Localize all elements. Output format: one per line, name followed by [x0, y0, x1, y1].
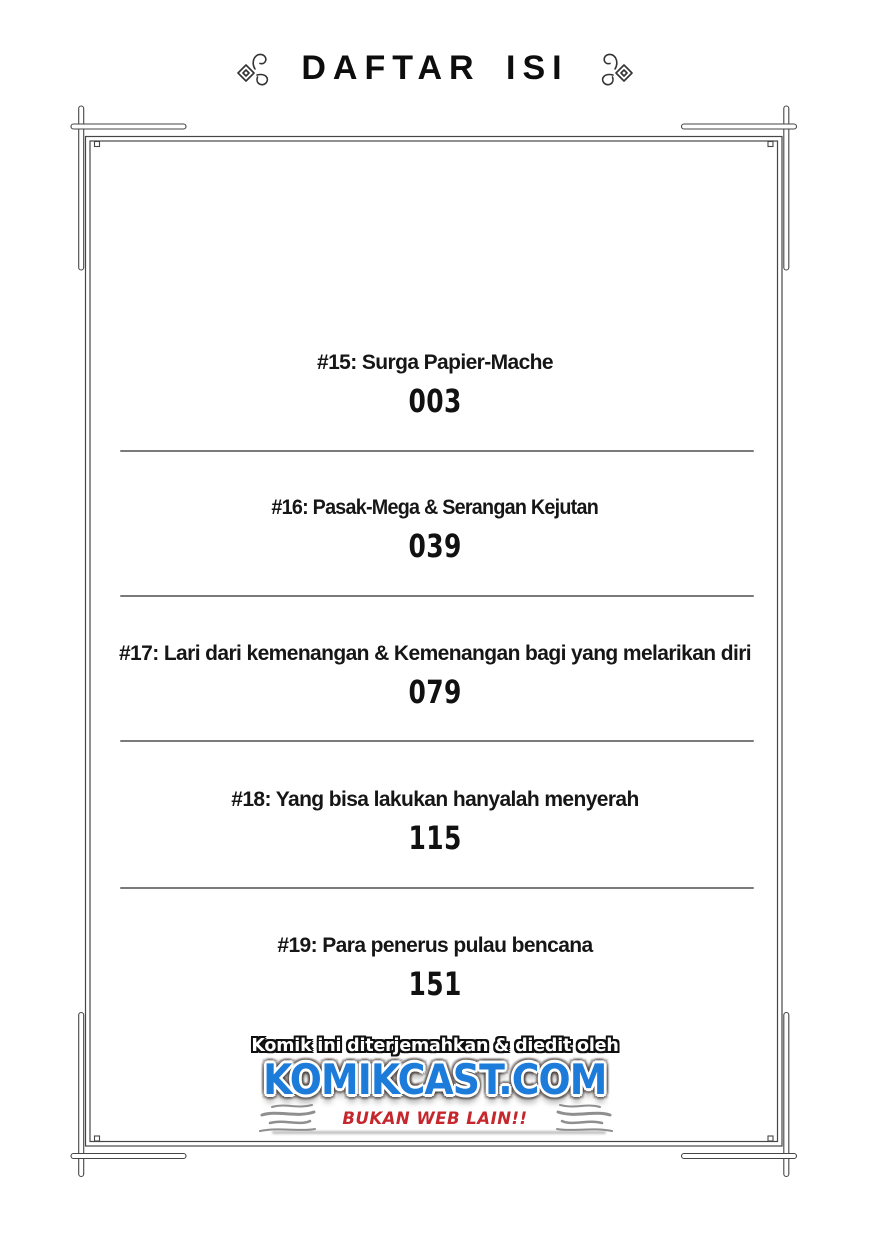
- chapter-label: #19: Para penerus pulau bencana: [277, 934, 593, 957]
- chapter-label: #17: Lari dari kemenangan & Kemenangan bagi yang melarikan diri: [118, 642, 752, 665]
- toc-entry: [92, 933, 778, 1006]
- title-row: [0, 46, 870, 90]
- toc-entry: [92, 495, 778, 568]
- tagline: BUKAN WEB LAIN!!: [342, 1109, 528, 1128]
- site-logo: [0, 1057, 870, 1103]
- site-logo-text: KOMIKCAST.COM: [263, 1055, 607, 1104]
- frame-corner-ornament-icon: [71, 106, 186, 270]
- page-title: DAFTAR ISI: [301, 49, 569, 87]
- toc-entry: [92, 641, 778, 714]
- divider: [120, 887, 754, 889]
- toc-entry: [92, 787, 778, 860]
- divider: [120, 740, 754, 742]
- chapter-page-number: 151: [408, 965, 462, 1003]
- toc-entry: [92, 350, 778, 423]
- diamond-knot-ornament-icon: [599, 48, 635, 88]
- chapter-label: #15: Surga Papier-Mache: [317, 351, 553, 374]
- chapter-page-number: 115: [408, 819, 462, 857]
- divider: [120, 450, 754, 452]
- credit-line: Komik ini diterjemahkan & diedit oleh: [251, 1036, 619, 1056]
- divider: [120, 595, 754, 597]
- chapter-label: #16: Pasak-Mega & Serangan Kejutan: [271, 496, 599, 519]
- chapter-page-number: 039: [408, 527, 462, 565]
- diamond-knot-ornament-icon: [235, 48, 271, 88]
- chapter-page-number: 003: [408, 382, 462, 420]
- chapter-page-number: 079: [408, 673, 462, 711]
- chapter-label: #18: Yang bisa lakukan hanyalah menyerah: [231, 788, 639, 811]
